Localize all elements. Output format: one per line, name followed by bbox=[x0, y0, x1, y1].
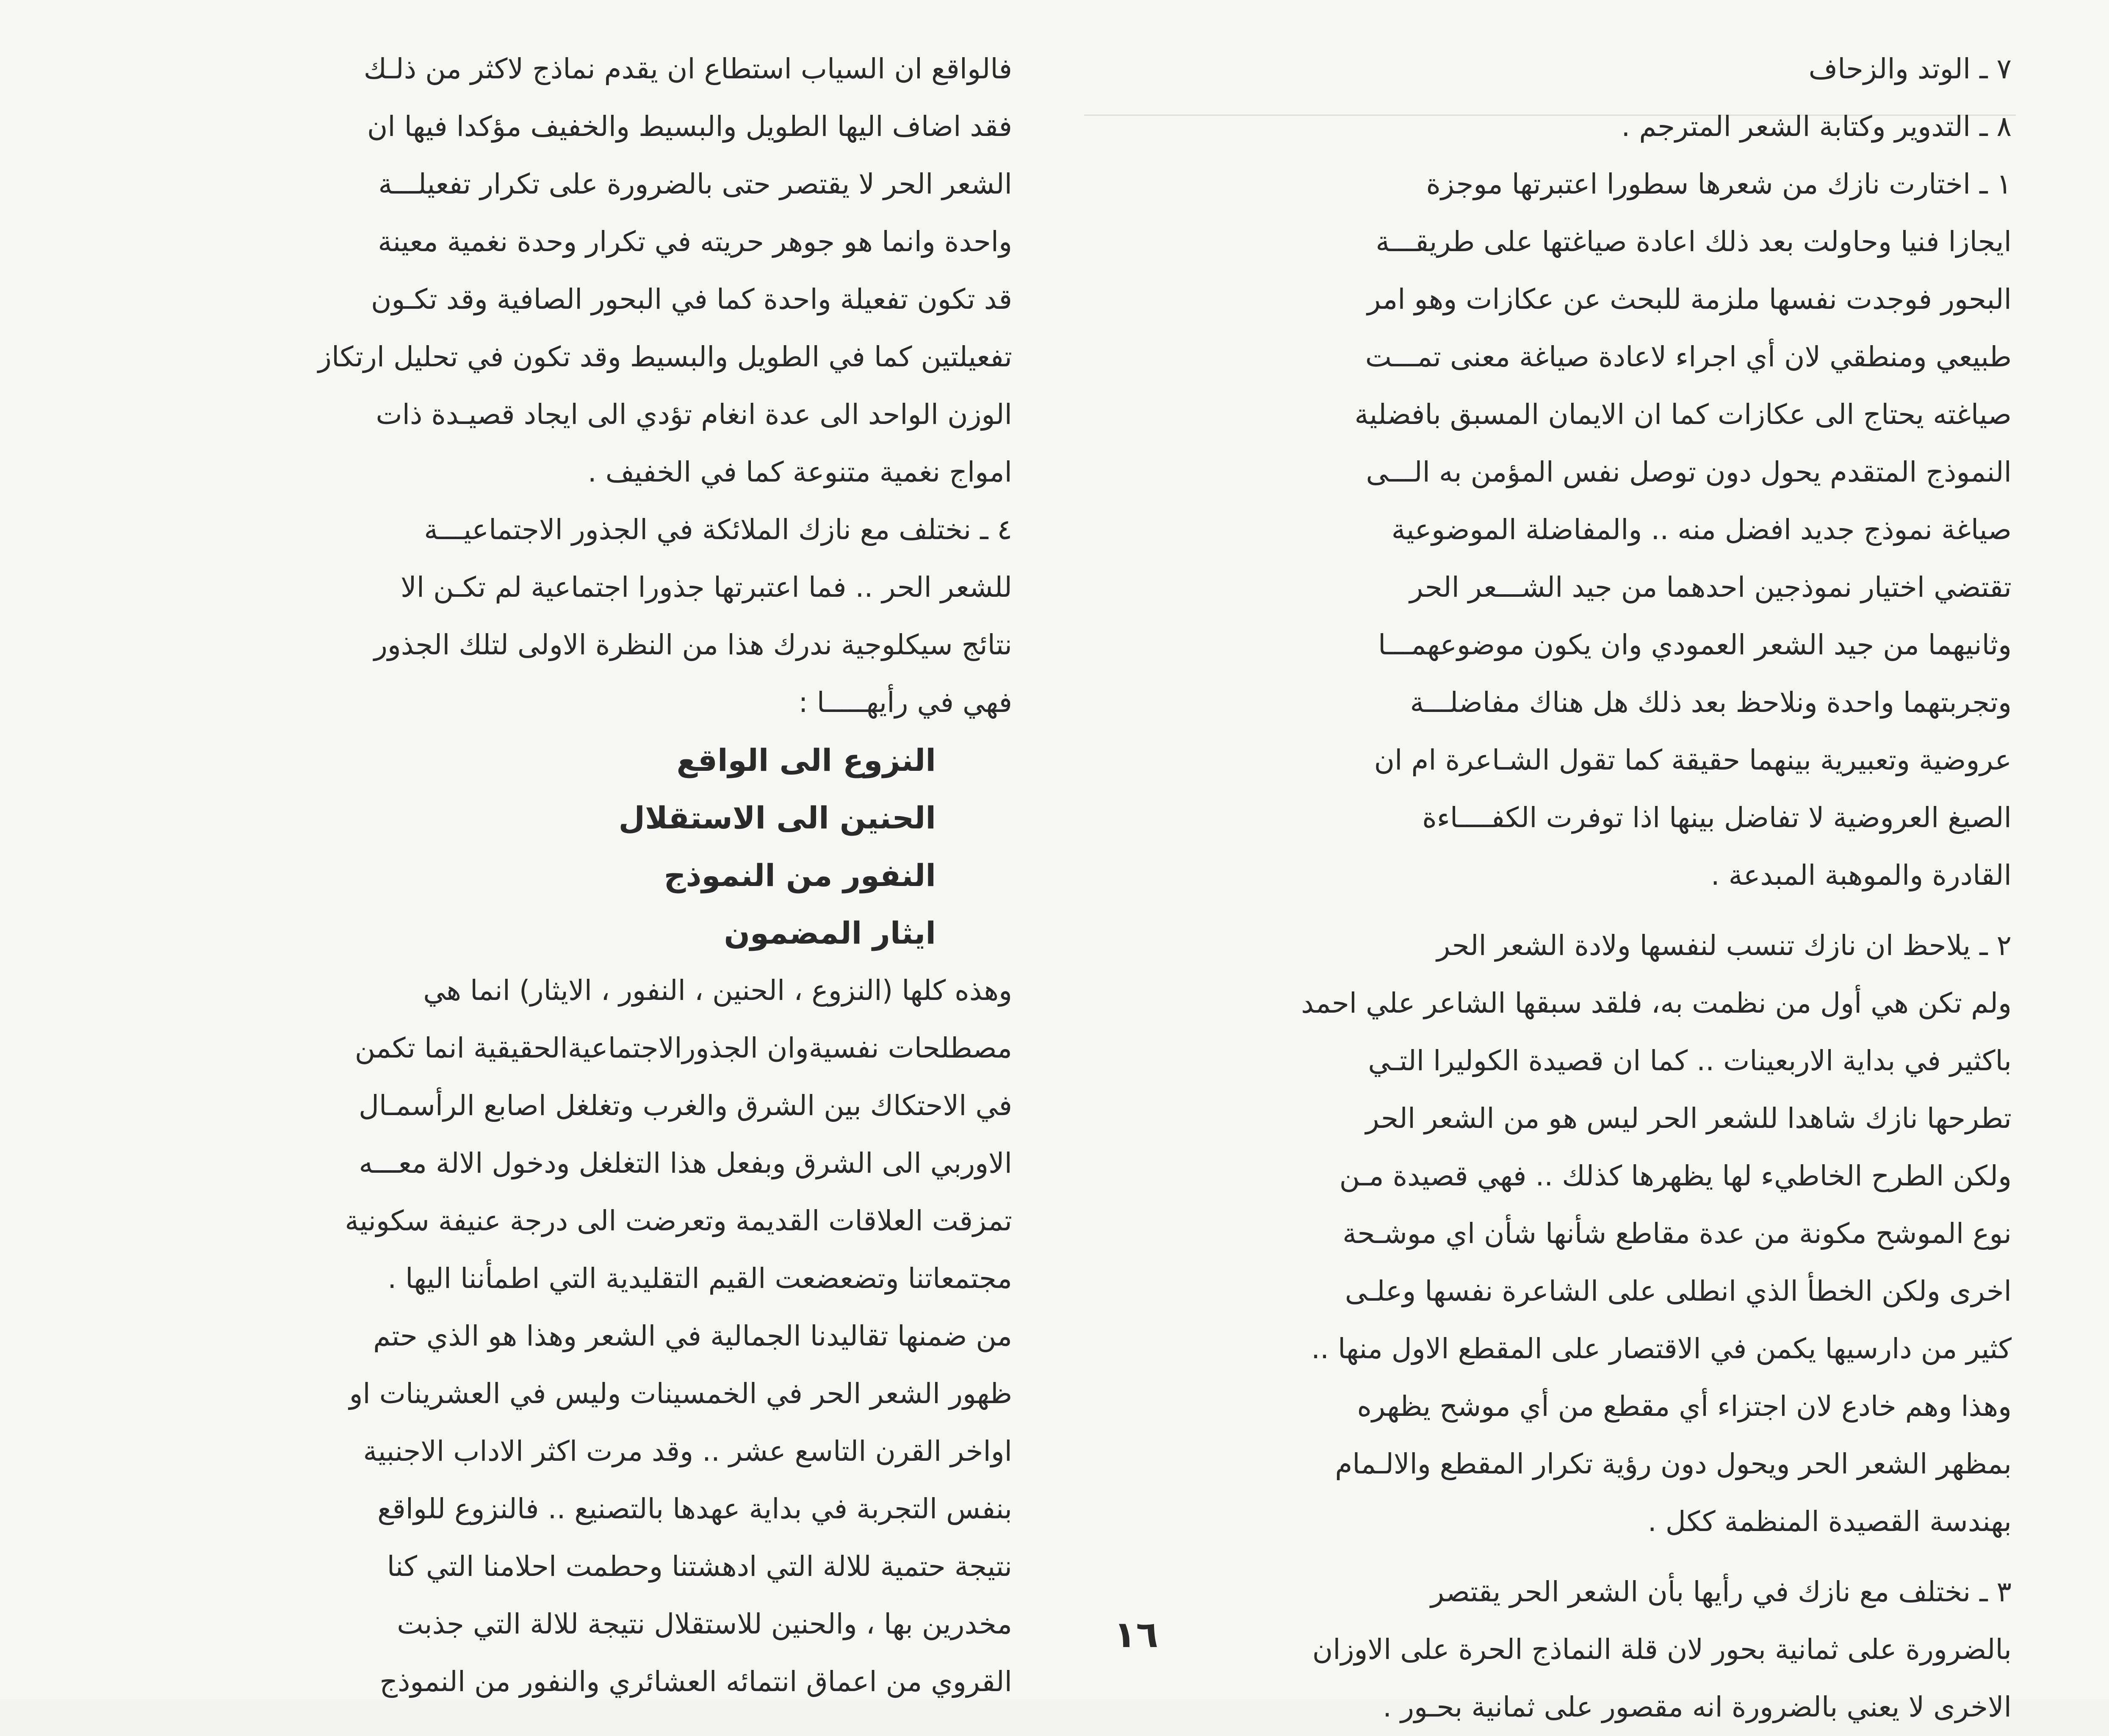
text-line: فالواقع ان السياب استطاع ان يقدم نماذج لاكثر من ذلـك bbox=[363, 53, 1012, 85]
text-line: ايجازا فنيا وحاولت بعد ذلك اعادة صياغتها على طريقـــة bbox=[1376, 225, 2012, 258]
text-line: امواج نغمية متنوعة كما في الخفيف . bbox=[587, 456, 1012, 488]
text-line: ٨ ـ التدوير وكتابة الشعر المترجم . bbox=[1621, 110, 2012, 143]
text-line: البحور فوجدت نفسها ملزمة للبحث عن عكازات وهو امر bbox=[1367, 283, 2012, 316]
list-heading: النفور من النموذج bbox=[664, 858, 936, 893]
text-line: تفعيلتين كما في الطويل والبسيط وقد تكون في تحليل ارتكاز bbox=[318, 341, 1012, 373]
text-line: واحدة وانما هو جوهر حريته في تكرار وحدة نغمية معينة bbox=[378, 225, 1012, 258]
text-line: عروضية وتعبيرية بينهما حقيقة كما تقول الشـاعرة ام ان bbox=[1374, 744, 2012, 776]
text-line: القروي من اعماق انتمائه العشائري والنفور من النموذج bbox=[379, 1665, 1012, 1698]
list-heading: الحنين الى الاستقلال bbox=[618, 800, 936, 836]
text-line: بهندسة القصيدة المنظمة ككل . bbox=[1647, 1505, 2012, 1538]
text-line: فهي في رأيهـــــا : bbox=[798, 686, 1012, 719]
text-line: ظهور الشعر الحر في الخمسينات وليس في العشرينات او bbox=[349, 1377, 1012, 1410]
text-line: وهذا وهم خادع لان اجتزاء أي مقطع من أي موشح يظهره bbox=[1357, 1390, 2012, 1423]
right-column bbox=[1084, 40, 2012, 1736]
text-line: صياغته يحتاج الى عكازات كما ان الايمان المسبق بافضلية bbox=[1354, 398, 2012, 431]
text-line: مخدرين بها ، والحنين للاستقلال نتيجة للالة التي جذبت bbox=[397, 1608, 1012, 1640]
text-line: في الاحتكاك بين الشرق والغرب وتغلغل اصابع الرأسمـال bbox=[358, 1089, 1012, 1122]
text-line: نوع الموشح مكونة من عدة مقاطع شأنها شأن اي موشـحة bbox=[1342, 1217, 2012, 1250]
text-line: بمظهر الشعر الحر ويحول دون رؤية تكرار المقطع والالـمام bbox=[1335, 1448, 2012, 1480]
text-line: اخرى ولكن الخطأ الذي انطلى على الشاعرة نفسها وعلـى bbox=[1345, 1275, 2012, 1307]
list-heading: النزوع الى الواقع bbox=[676, 742, 936, 778]
text-line: باكثير في بداية الاربعينات .. كما ان قصيدة الكوليرا التـي bbox=[1368, 1044, 2012, 1077]
text-line: ١ ـ اختارت نازك من شعرها سطورا اعتبرتها موجزة bbox=[1426, 168, 2012, 200]
text-line: الصيغ العروضية لا تفاضل بينها اذا توفرت الكفــــاءة bbox=[1422, 801, 2012, 834]
page-number: ١٦ bbox=[1114, 1614, 1158, 1656]
text-line: صياغة نموذج جديد افضل منه .. والمفاضلة الموضوعية bbox=[1391, 513, 2012, 546]
text-line: للشعر الحر .. فما اعتبرتها جذورا اجتماعية لم تكـن الا bbox=[401, 571, 1012, 604]
text-line: بالضرورة على ثمانية بحور لان قلة النماذج الحرة على الاوزان bbox=[1312, 1633, 2012, 1666]
text-line: مصطلحات نفسيةوان الجذورالاجتماعيةالحقيقية انما تكمن bbox=[354, 1032, 1012, 1064]
text-line: فقد اضاف اليها الطويل والبسيط والخفيف مؤكدا فيها ان bbox=[367, 110, 1012, 143]
text-line: نتائج سيكلوجية ندرك هذا من النظرة الاولى لتلك الجذور bbox=[374, 629, 1012, 661]
text-line: النموذج المتقدم يحول دون توصل نفس المؤمن به الـــى bbox=[1366, 456, 2012, 488]
text-line: اواخر القرن التاسع عشر .. وقد مرت اكثر الاداب الاجنبية bbox=[363, 1435, 1012, 1467]
text-line: وتجربتهما واحدة ونلاحظ بعد ذلك هل هناك مفاضلـــة bbox=[1410, 686, 2012, 719]
text-line: طبيعي ومنطقي لان أي اجراء لاعادة صياغة معنى تمـــت bbox=[1365, 341, 2012, 373]
text-line: كثير من دارسيها يكمن في الاقتصار على المقطع الاول منها .. bbox=[1311, 1332, 2012, 1365]
text-line: تمزقت العلاقات القديمة وتعرضت الى درجة عنيفة سكونية bbox=[345, 1204, 1012, 1237]
text-line: الاخرى لا يعني بالضرورة انه مقصور على ثمانية بحـور . bbox=[1383, 1691, 2012, 1723]
text-line: ٧ ـ الوتد والزحاف bbox=[1808, 53, 2012, 85]
text-line: ولكن الطرح الخاطيء لها يظهرها كذلك .. فهي قصيدة مـن bbox=[1339, 1160, 2012, 1192]
left-column bbox=[102, 40, 1012, 1711]
list-heading: ايثار المضمون bbox=[724, 915, 936, 951]
text-line: بنفس التجربة في بداية عهدها بالتصنيع .. فالنزوع للواقع bbox=[377, 1492, 1012, 1525]
text-line: نتيجة حتمية للالة التي ادهشتنا وحطمت احلامنا التي كنا bbox=[387, 1550, 1012, 1583]
text-line: ٣ ـ نختلف مع نازك في رأيها بأن الشعر الحر يقتصر bbox=[1431, 1575, 2012, 1608]
text-line: قد تكون تفعيلة واحدة كما في البحور الصافية وقد تكـون bbox=[371, 283, 1012, 316]
text-line: ولم تكن هي أول من نظمت به، فلقد سبقها الشاعر علي احمد bbox=[1301, 987, 2012, 1019]
text-line: تطرحها نازك شاهدا للشعر الحر ليس هو من الشعر الحر bbox=[1365, 1102, 2012, 1135]
text-line: الاوربي الى الشرق وبفعل هذا التغلغل ودخول الالة معـــه bbox=[359, 1147, 1012, 1179]
text-line: مجتمعاتنا وتضعضعت القيم التقليدية التي اطمأننا اليها . bbox=[387, 1262, 1012, 1295]
text-line: ٤ ـ نختلف مع نازك الملائكة في الجذور الاجتماعيـــة bbox=[424, 513, 1012, 546]
text-line: تقتضي اختيار نموذجين احدهما من جيد الشـــعر الحر bbox=[1409, 571, 2012, 604]
text-line: وهذه كلها (النزوع ، الحنين ، النفور ، الايثار) انما هي bbox=[423, 974, 1012, 1007]
text-line: القادرة والموهبة المبدعة . bbox=[1710, 859, 2012, 892]
text-line: الوزن الواحد الى عدة انغام تؤدي الى ايجاد قصيـدة ذات bbox=[376, 398, 1012, 431]
text-line: وثانيهما من جيد الشعر العمودي وان يكون موضوعهمـــا bbox=[1378, 629, 2012, 661]
text-line: ٢ ـ يلاحظ ان نازك تنسب لنفسها ولادة الشعر الحر bbox=[1436, 929, 2012, 962]
text-line: الشعر الحر لا يقتصر حتى بالضرورة على تكرار تفعيلـــة bbox=[378, 168, 1012, 200]
text-line: من ضمنها تقاليدنا الجمالية في الشعر وهذا هو الذي حتم bbox=[373, 1320, 1012, 1352]
